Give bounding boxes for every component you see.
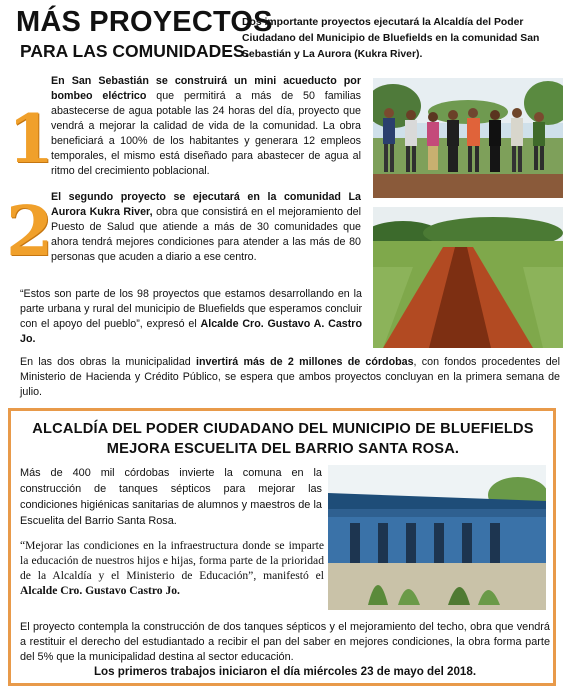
investment-post: , con fondos procedentes del Ministerio de Hacienda y Crédito Público, se espera que ambos proyectos concluyan en la primera semana de julio. [20,356,561,398]
trench-photo [373,207,563,348]
school-article-paragraph1: Más de 400 mil córdobas invierte la comuna en la construcción de tanques sépticos para mejorar las condiciones higiénicas sanitarias de alumnos y maestros de la Escuelita del Barrio Santa Rosa. [20,467,322,527]
school-article-quote [20,538,324,598]
investment-amount: invertirá más de 2 millones de córdobas [196,356,414,368]
investment-pre: En las dos obras la municipalidad [20,356,196,368]
community-group-photo [373,78,563,198]
school-article-closing: Los primeros trabajos iniciaron el día miércoles 23 de mayo del 2018. [93,665,477,678]
project1-paragraph [51,74,361,179]
project2-lead: El segundo proyecto se ejecutará en la comunidad La Aurora Kukra River, [51,191,361,218]
school-article-title: ALCALDÍA DEL PODER CIUDADANO DEL MUNICIPIO DE BLUEFIELDS MEJORA ESCUELITA DEL BARRIO SANTA ROSA. [32,421,534,457]
mayor-quote [20,287,362,347]
investment-paragraph [20,355,560,400]
project1-lead: En San Sebastián se construirá un mini acueducto por bombeo eléctrico [51,75,361,102]
page-subtitle: PARA LAS COMUNIDADES. [20,41,250,61]
project2-paragraph [51,190,361,265]
page-title: MÁS PROYECTOS [16,6,273,38]
project2-body: obra que consistirá en el mejoramiento del Puesto de Salud que atiende a más de 30 comunidades que ahora tendrá mejores condiciones para atender a las más de 80 personas que acuden a diario a ese centro. [51,206,361,263]
intro-text: Dos importante proyectos ejecutará la Alcaldía del Poder Ciudadano del Municipio de Bluefields en la comunidad San Sebastián y La Aurora (Kukra River). [242,17,540,60]
number-two: 2 [6,192,54,272]
quote-speaker: Alcalde Cro. Gustavo A. Castro Jo. [20,318,362,345]
school-building-photo [328,465,546,610]
school-quote-text: “Mejorar las condiciones en la infraestructura donde se imparte la educación de nuestros hijos e hijas, forma parte de la prioridad de la Alcaldía y el Ministerio de Educación”, manifestó el [20,539,324,582]
quote-text: “Estos son parte de los 98 proyectos que estamos desarrollando en la parte urbana y rural del municipio de Bluefields que esperamos concluir con el apoyo del pueblo”, expresó el [20,288,362,330]
project1-body: que permitirá a más de 50 familias abastecerse de agua potable las 24 horas del día, proyecto que vendrá a mejorar la calidad de vida de la comunidad. La obra beneficiará a 100% de los habitantes y generara 12 empleos temporales, el mismo está diseñado para abastecer de agua al ritmo del crecimiento poblacional. [51,90,361,177]
school-quote-speaker: Alcalde Cro. Gustavo Castro Jo. [20,584,180,597]
school-article-paragraph2: El proyecto contempla la construcción de dos tanques sépticos y el mejoramiento del techo, obra que vendrá a restituir el derecho del estudiantado a recibir el pan del saber en mejores condiciones, la obra forma parte del 5% que la municipalidad destina al sector educación. [20,621,550,663]
number-one: 1 [8,100,54,178]
